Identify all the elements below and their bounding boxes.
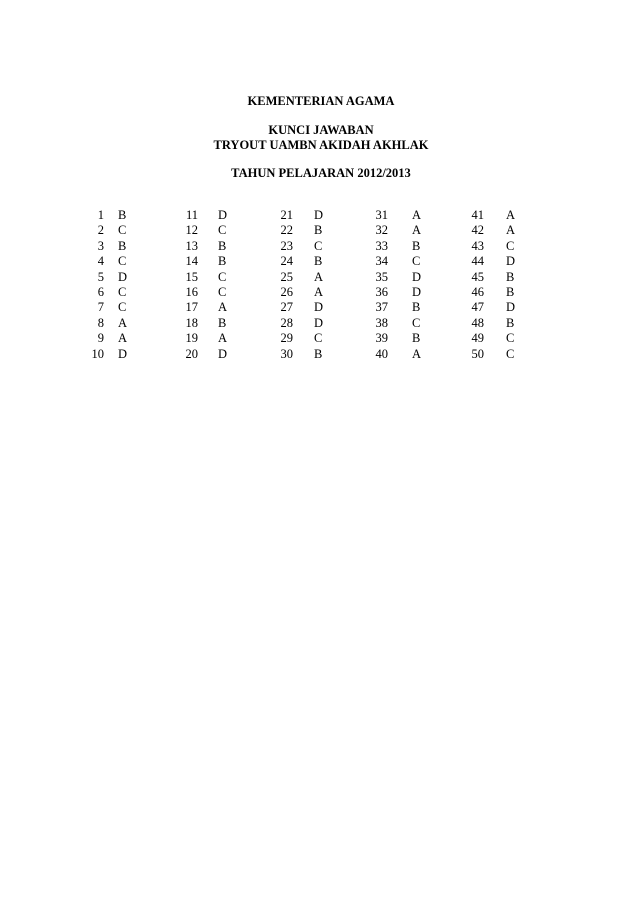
question-number: 10 (91, 346, 104, 361)
answer-letter: A (506, 223, 516, 238)
question-number: 11 (185, 208, 198, 222)
answer-key-grid (0, 208, 638, 368)
answer-letter: B (506, 269, 515, 284)
answer-letter: B (506, 315, 515, 330)
question-number: 38 (375, 315, 388, 330)
question-number: 45 (471, 269, 484, 284)
answer-letter: A (412, 223, 422, 238)
ministry-title: KEMENTERIAN AGAMA (247, 94, 395, 108)
question-number: 34 (375, 254, 388, 269)
question-number: 48 (471, 315, 484, 330)
question-number: 16 (185, 285, 198, 299)
question-number: 49 (471, 331, 484, 346)
answer-letter: D (218, 346, 228, 361)
question-number: 15 (185, 269, 198, 284)
question-number: 47 (471, 300, 484, 315)
answer-letter: B (506, 285, 515, 299)
question-number: 44 (471, 254, 484, 269)
answer-row (0, 316, 638, 331)
answer-row (0, 254, 638, 269)
answer-letter: D (118, 269, 128, 284)
answer-letter: A (412, 346, 422, 361)
document-title: KUNCI JAWABAN (268, 123, 374, 137)
answer-letter: C (412, 254, 421, 269)
question-number: 29 (280, 331, 293, 346)
answer-letter: D (218, 208, 228, 222)
question-number: 40 (375, 346, 388, 361)
answer-letter: B (412, 238, 421, 253)
question-number: 6 (97, 285, 104, 299)
question-number: 36 (375, 285, 388, 299)
answer-letter: B (218, 238, 227, 253)
question-number: 19 (185, 331, 198, 346)
answer-letter: B (314, 346, 323, 361)
question-number: 23 (280, 238, 293, 253)
answer-letter: A (412, 208, 422, 222)
answer-letter: C (218, 269, 227, 284)
question-number: 28 (280, 315, 293, 330)
answer-letter: C (118, 254, 127, 269)
question-number: 41 (471, 208, 484, 222)
answer-letter: C (314, 238, 323, 253)
answer-letter: B (218, 315, 227, 330)
answer-row (0, 223, 638, 238)
question-number: 32 (375, 223, 388, 238)
answer-row (0, 208, 638, 223)
question-number: 37 (375, 300, 388, 315)
question-number: 30 (280, 346, 293, 361)
answer-row (0, 300, 638, 315)
question-number: 46 (471, 285, 484, 299)
answer-letter: B (412, 300, 421, 315)
answer-letter: C (314, 331, 323, 346)
answer-letter: C (118, 223, 127, 238)
answer-letter: D (506, 300, 516, 315)
question-number: 39 (375, 331, 388, 346)
answer-letter: C (218, 223, 227, 238)
answer-letter: B (118, 208, 127, 222)
answer-row (0, 270, 638, 285)
question-number: 2 (97, 223, 104, 238)
answer-letter: B (314, 254, 323, 269)
answer-letter: B (412, 331, 421, 346)
answer-letter: C (118, 285, 127, 299)
answer-letter: A (218, 331, 228, 346)
answer-letter: D (314, 208, 324, 222)
answer-letter: C (506, 331, 515, 346)
question-number: 12 (185, 223, 198, 238)
answer-letter: D (314, 300, 324, 315)
answer-letter: A (314, 285, 324, 299)
question-number: 35 (375, 269, 388, 284)
answer-letter: A (506, 208, 516, 222)
question-number: 1 (97, 208, 104, 222)
question-number: 8 (97, 315, 104, 330)
question-number: 50 (471, 346, 484, 361)
question-number: 20 (185, 346, 198, 361)
answer-letter: C (506, 238, 515, 253)
answer-row (0, 239, 638, 254)
academic-year-title: TAHUN PELAJARAN 2012/2013 (231, 166, 411, 180)
question-number: 24 (280, 254, 293, 269)
question-number: 27 (280, 300, 293, 315)
answer-letter: A (218, 300, 228, 315)
question-number: 42 (471, 223, 484, 238)
answer-row (0, 285, 638, 300)
answer-row (0, 347, 638, 362)
question-number: 5 (97, 269, 104, 284)
answer-letter: C (506, 346, 515, 361)
answer-letter: C (412, 315, 421, 330)
answer-letter: B (218, 254, 227, 269)
question-number: 25 (280, 269, 293, 284)
question-number: 31 (375, 208, 388, 222)
answer-letter: D (118, 346, 128, 361)
exam-subject-title: TRYOUT UAMBN AKIDAH AKHLAK (213, 138, 429, 152)
question-number: 17 (185, 300, 198, 315)
question-number: 9 (97, 331, 104, 346)
question-number: 33 (375, 238, 388, 253)
answer-letter: A (118, 315, 128, 330)
question-number: 18 (185, 315, 198, 330)
answer-letter: C (218, 285, 227, 299)
answer-letter: D (314, 315, 324, 330)
question-number: 21 (280, 208, 293, 222)
answer-row (0, 331, 638, 346)
answer-letter: D (412, 269, 422, 284)
answer-letter: A (118, 331, 128, 346)
question-number: 4 (97, 254, 104, 269)
answer-letter: B (314, 223, 323, 238)
question-number: 3 (97, 238, 104, 253)
question-number: 43 (471, 238, 484, 253)
answer-letter: D (412, 285, 422, 299)
answer-letter: B (118, 238, 127, 253)
question-number: 26 (280, 285, 293, 299)
answer-letter: C (118, 300, 127, 315)
answer-letter: A (314, 269, 324, 284)
question-number: 22 (280, 223, 293, 238)
question-number: 14 (185, 254, 198, 269)
question-number: 13 (185, 238, 198, 253)
answer-letter: D (506, 254, 516, 269)
question-number: 7 (97, 300, 104, 315)
